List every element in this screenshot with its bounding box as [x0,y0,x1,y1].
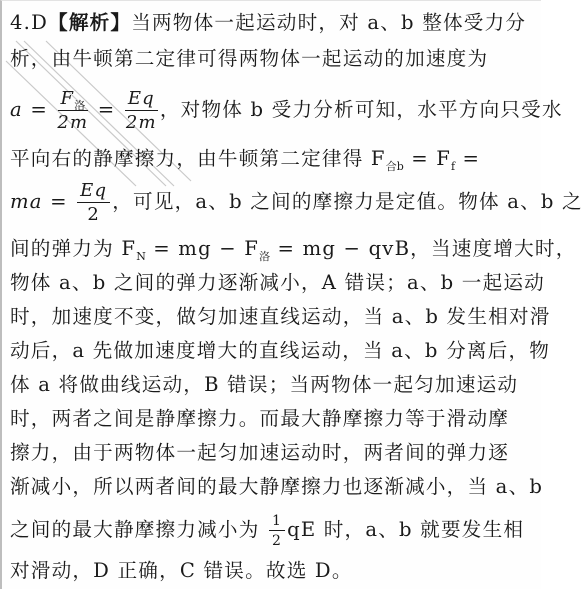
line-4 [10,145,480,176]
line-7 [10,269,545,297]
line-5 [10,179,583,225]
line-15-text: 对滑动，D 正确，C 错误。故选 D。 [10,559,353,582]
fraction-numerator: 1 [269,514,285,531]
line-13 [10,473,543,501]
subscript: N [136,250,146,263]
equals-sign: = [50,190,68,213]
fraction-one-half [269,514,285,548]
equation-part: = mg − F [145,237,260,260]
equation-part: = F [403,147,452,170]
question-number: 4. [10,11,32,34]
line-12 [10,439,509,467]
line-8-text: 时，加速度不变，做匀加速直线运动，当 a、b 发生相对滑 [10,305,551,328]
line-11-text: 时，两者之间是静摩擦力。而最大静摩擦力等于滑动摩 [10,407,510,430]
fraction-numerator: Eq [125,90,158,111]
line-1-text: 当两物体一起运动时，对 a、b 整体受力分 [131,11,527,34]
fraction-numerator: F [60,87,75,109]
line-3 [10,87,563,133]
line-10-text: 体 a 将做曲线运动，B 错误；当两物体一起匀加速运动 [10,373,519,396]
equation-part: = [455,147,481,170]
fraction-denominator: 2m [125,111,157,133]
analysis-tag: 【解析】 [48,11,132,34]
fraction-numerator: Eq [77,182,110,203]
line-12-text: 擦力，由于两物体一起匀加速运动时，两者间的弹力逐 [10,441,510,464]
line-2-text: 析，由牛顿第二定律可得两物体一起运动的加速度为 [10,47,489,70]
line-9 [10,337,550,365]
line-8 [10,303,551,331]
fraction-eq-over-2m [125,87,158,133]
line-1 [10,9,526,37]
line-2 [10,45,488,73]
line-11 [10,405,509,433]
line-3-text: ，对物体 b 受力分析可知，水平方向只受水 [159,98,563,121]
line-6 [10,235,577,266]
subscript: 洛 [259,250,271,263]
fraction-f-over-2m [57,87,89,133]
line-10 [10,371,518,399]
line-5-text: ，可见，a、b 之间的摩擦力是定值。物体 a、b 之 [112,190,583,213]
equation-part: = mg − qvB，当速度增大时， [270,237,577,260]
line-9-text: 动后，a 先做加速度增大的直线运动，当 a、b 分离后，物 [10,339,551,362]
symbol-ma: ma [10,190,43,213]
subscript: 洛 [74,98,86,112]
line-14-text: 之间的最大静摩擦力减小为 [10,518,260,541]
subscript: 合b [385,160,404,173]
equation-part: 间的弹力为 F [10,237,137,260]
symbol-a: a [10,98,23,121]
line-13-text: 渐减小，所以两者间的最大静摩擦力也逐渐减小，当 a、b [10,475,544,498]
line-15 [10,557,353,585]
fraction-eq-over-2 [77,179,110,225]
line-4-text: 平向右的静摩擦力，由牛顿第二定律得 F [10,147,386,170]
line-14 [10,509,524,551]
line-14-text-end: qE 时，a、b 就要发生相 [287,518,525,541]
line-7-text: 物体 a、b 之间的弹力逐渐减小，A 错误；a、b 一起运动 [10,271,545,294]
fraction-denominator: 2 [271,532,283,549]
fraction-denominator: 2m [57,111,89,133]
equals-sign: = [97,98,116,121]
answer-choice: D [31,11,49,34]
subscript: f [451,160,456,173]
fraction-denominator: 2 [87,203,101,225]
equals-sign: = [30,98,48,121]
